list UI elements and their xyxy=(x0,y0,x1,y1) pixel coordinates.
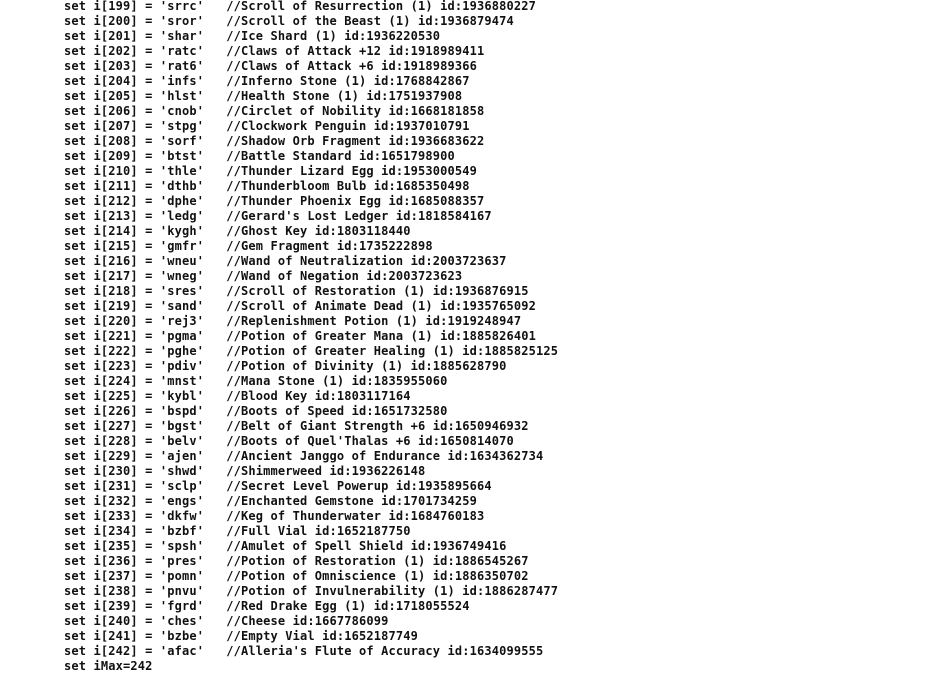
code-line-text: set i[203] = 'rat6' //Claws of Attack +6 id:1918989366 xyxy=(64,59,477,73)
code-line xyxy=(64,254,924,269)
code-line-text: set i[229] = 'ajen' //Ancient Janggo of Endurance id:1634362734 xyxy=(64,449,544,463)
code-line-text: set i[212] = 'dphe' //Thunder Phoenix Egg id:1685088357 xyxy=(64,194,485,208)
code-line-text: set i[235] = 'spsh' //Amulet of Spell Shield id:1936749416 xyxy=(64,539,507,553)
code-line xyxy=(64,629,924,644)
code-line-text: set i[219] = 'sand' //Scroll of Animate Dead (1) id:1935765092 xyxy=(64,299,536,313)
code-line-text: set i[216] = 'wneu' //Wand of Neutralization id:2003723637 xyxy=(64,254,507,268)
code-line-text: set i[240] = 'ches' //Cheese id:1667786099 xyxy=(64,614,389,628)
code-line xyxy=(64,554,924,569)
code-line xyxy=(64,509,924,524)
code-line-text: set i[210] = 'thle' //Thunder Lizard Egg id:1953000549 xyxy=(64,164,477,178)
code-line-text: set i[241] = 'bzbe' //Empty Vial id:1652187749 xyxy=(64,629,418,643)
code-line-text: set i[209] = 'btst' //Battle Standard id:1651798900 xyxy=(64,149,455,163)
code-line xyxy=(64,224,924,239)
code-line-text: set i[224] = 'mnst' //Mana Stone (1) id:1835955060 xyxy=(64,374,448,388)
code-line xyxy=(64,89,924,104)
code-line-text: set i[232] = 'engs' //Enchanted Gemstone id:1701734259 xyxy=(64,494,477,508)
code-line xyxy=(64,659,924,674)
code-line xyxy=(64,14,924,29)
code-line xyxy=(64,0,924,14)
code-line xyxy=(64,104,924,119)
code-line xyxy=(64,284,924,299)
code-line-text: set i[238] = 'pnvu' //Potion of Invulnerability (1) id:1886287477 xyxy=(64,584,559,598)
code-line-text: set i[237] = 'pomn' //Potion of Omniscience (1) id:1886350702 xyxy=(64,569,529,583)
code-line xyxy=(64,389,924,404)
code-line-text: set i[218] = 'sres' //Scroll of Restoration (1) id:1936876915 xyxy=(64,284,529,298)
code-line-text: set i[213] = 'ledg' //Gerard's Lost Ledger id:1818584167 xyxy=(64,209,492,223)
code-line-text: set i[215] = 'gmfr' //Gem Fragment id:1735222898 xyxy=(64,239,433,253)
code-line-text: set i[208] = 'sorf' //Shadow Orb Fragment id:1936683622 xyxy=(64,134,485,148)
code-line-text: set i[202] = 'ratc' //Claws of Attack +12 id:1918989411 xyxy=(64,44,485,58)
code-line xyxy=(64,374,924,389)
code-line xyxy=(64,419,924,434)
code-line-text: set i[223] = 'pdiv' //Potion of Divinity (1) id:1885628790 xyxy=(64,359,507,373)
code-line-text: set iMax=242 xyxy=(64,659,153,673)
code-line xyxy=(64,299,924,314)
code-line xyxy=(64,179,924,194)
code-line xyxy=(64,134,924,149)
code-line xyxy=(64,149,924,164)
code-line xyxy=(64,59,924,74)
code-line xyxy=(64,404,924,419)
code-line-text: set i[211] = 'dthb' //Thunderbloom Bulb id:1685350498 xyxy=(64,179,470,193)
code-line xyxy=(64,329,924,344)
code-line xyxy=(64,194,924,209)
code-line xyxy=(64,494,924,509)
code-line-text: set i[200] = 'sror' //Scroll of the Beast (1) id:1936879474 xyxy=(64,14,514,28)
code-line xyxy=(64,479,924,494)
code-line-text: set i[205] = 'hlst' //Health Stone (1) id:1751937908 xyxy=(64,89,463,103)
code-line-text: set i[225] = 'kybl' //Blood Key id:1803117164 xyxy=(64,389,411,403)
code-line-text: set i[214] = 'kygh' //Ghost Key id:1803118440 xyxy=(64,224,411,238)
code-line xyxy=(64,344,924,359)
code-line-text: set i[234] = 'bzbf' //Full Vial id:1652187750 xyxy=(64,524,411,538)
code-line-text: set i[230] = 'shwd' //Shimmerweed id:1936226148 xyxy=(64,464,426,478)
code-line-text: set i[206] = 'cnob' //Circlet of Nobility id:1668181858 xyxy=(64,104,485,118)
code-line-text: set i[231] = 'sclp' //Secret Level Powerup id:1935895664 xyxy=(64,479,492,493)
code-line-text: set i[239] = 'fgrd' //Red Drake Egg (1) id:1718055524 xyxy=(64,599,470,613)
code-line xyxy=(64,314,924,329)
code-line xyxy=(64,644,924,659)
code-line-text: set i[201] = 'shar' //Ice Shard (1) id:1936220530 xyxy=(64,29,441,43)
code-line xyxy=(64,524,924,539)
code-line xyxy=(64,599,924,614)
code-line-text: set i[220] = 'rej3' //Replenishment Potion (1) id:1919248947 xyxy=(64,314,522,328)
code-line xyxy=(64,359,924,374)
code-line xyxy=(64,569,924,584)
code-line xyxy=(64,539,924,554)
code-text-area[interactable] xyxy=(64,0,924,674)
code-line xyxy=(64,119,924,134)
code-line-text: set i[199] = 'srrc' //Scroll of Resurrection (1) id:1936880227 xyxy=(64,0,536,13)
code-line-text: set i[222] = 'pghe' //Potion of Greater Healing (1) id:1885825125 xyxy=(64,344,559,358)
code-line xyxy=(64,449,924,464)
code-line xyxy=(64,434,924,449)
code-line-text: set i[228] = 'belv' //Boots of Quel'Thalas +6 id:1650814070 xyxy=(64,434,514,448)
code-line xyxy=(64,584,924,599)
code-line-text: set i[221] = 'pgma' //Potion of Greater Mana (1) id:1885826401 xyxy=(64,329,536,343)
code-line xyxy=(64,464,924,479)
code-line-text: set i[226] = 'bspd' //Boots of Speed id:1651732580 xyxy=(64,404,448,418)
code-line-text: set i[217] = 'wneg' //Wand of Negation id:2003723623 xyxy=(64,269,463,283)
code-line xyxy=(64,44,924,59)
code-line xyxy=(64,209,924,224)
code-line-text: set i[207] = 'stpg' //Clockwork Penguin id:1937010791 xyxy=(64,119,470,133)
code-line-text: set i[204] = 'infs' //Inferno Stone (1) id:1768842867 xyxy=(64,74,470,88)
code-line-text: set i[233] = 'dkfw' //Keg of Thunderwater id:1684760183 xyxy=(64,509,485,523)
code-line xyxy=(64,239,924,254)
code-line xyxy=(64,74,924,89)
code-line xyxy=(64,614,924,629)
code-line-text: set i[236] = 'pres' //Potion of Restoration (1) id:1886545267 xyxy=(64,554,529,568)
code-line-text: set i[227] = 'bgst' //Belt of Giant Strength +6 id:1650946932 xyxy=(64,419,529,433)
code-line-text: set i[242] = 'afac' //Alleria's Flute of Accuracy id:1634099555 xyxy=(64,644,544,658)
code-line xyxy=(64,29,924,44)
code-line xyxy=(64,269,924,284)
code-line xyxy=(64,164,924,179)
